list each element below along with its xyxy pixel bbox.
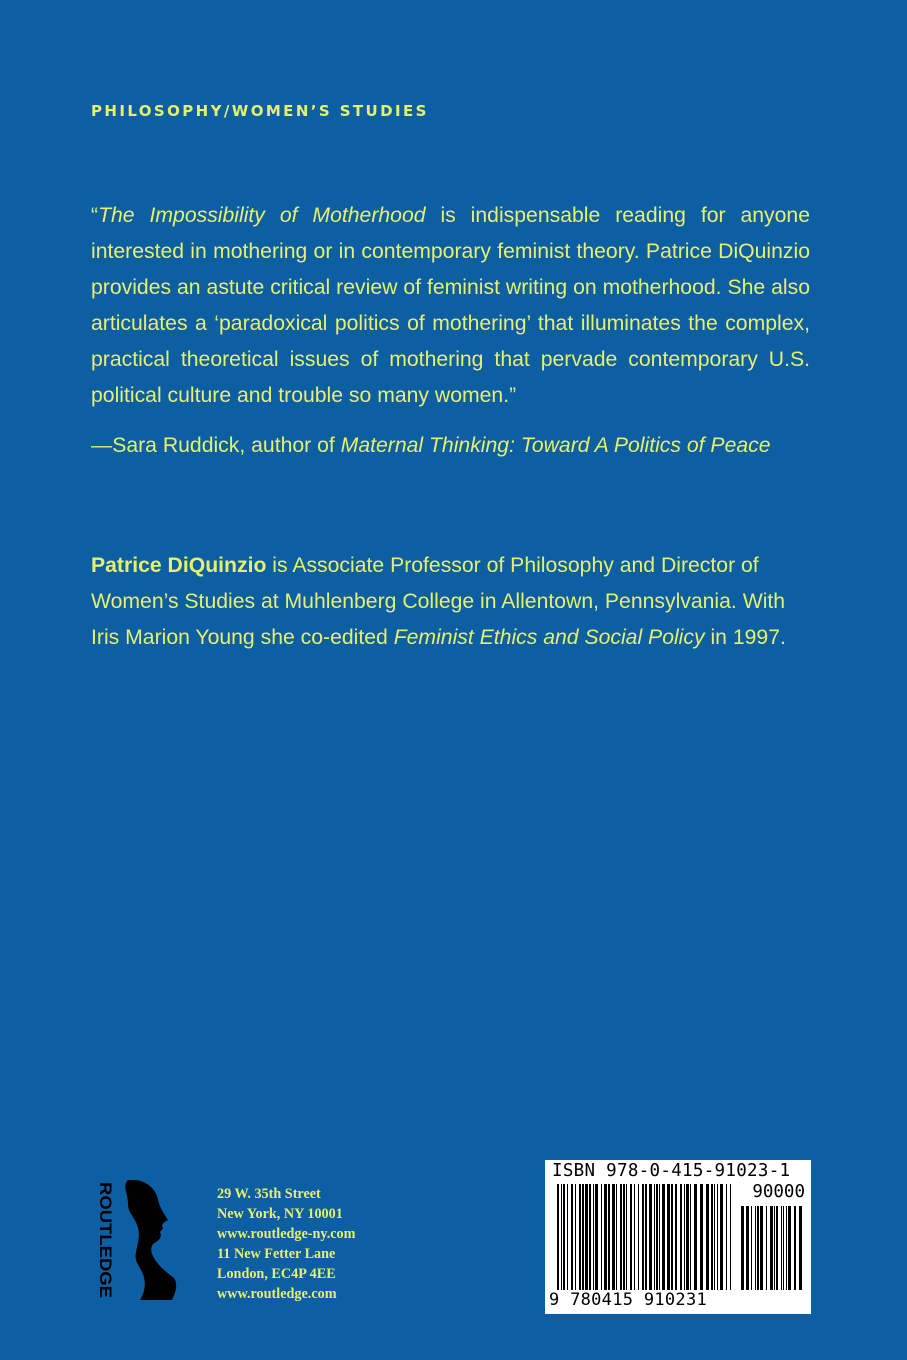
barcode-bar xyxy=(706,1184,709,1290)
barcode-bar xyxy=(686,1184,689,1290)
barcode-bar xyxy=(623,1184,625,1290)
barcode-bar xyxy=(645,1184,647,1290)
barcode-bar xyxy=(630,1184,632,1290)
barcode-bar xyxy=(582,1184,584,1290)
barcode-bar xyxy=(638,1184,639,1290)
barcode-bar xyxy=(755,1206,756,1290)
open-quote-mark: “ xyxy=(91,204,99,227)
publisher-address xyxy=(217,1184,355,1304)
logo-wordmark: ROUTLEDGE xyxy=(96,1182,115,1289)
barcode-bar xyxy=(659,1184,660,1290)
barcode-bar xyxy=(680,1184,682,1290)
barcode-bar xyxy=(675,1184,677,1290)
barcode-bar xyxy=(662,1184,665,1290)
barcode-bar xyxy=(656,1184,658,1290)
category-label: PHILOSOPHY/WOMEN’S STUDIES xyxy=(91,102,429,120)
barcode-bar xyxy=(589,1184,591,1290)
barcode-bar xyxy=(626,1184,627,1290)
isbn-label: ISBN 978-0-415-91023-1 xyxy=(552,1161,791,1181)
head-silhouette xyxy=(125,1180,176,1300)
barcode-bar xyxy=(642,1184,644,1290)
barcode-bar xyxy=(781,1206,782,1290)
barcode-bar xyxy=(616,1184,617,1290)
barcode-bar xyxy=(593,1184,594,1290)
website-link: www.routledge.com xyxy=(217,1286,337,1302)
address-line: New York, NY 10001 xyxy=(217,1206,343,1222)
barcode-bar xyxy=(571,1184,573,1290)
barcode-bar xyxy=(608,1184,610,1290)
barcode-bar xyxy=(575,1184,576,1290)
barcode-bar xyxy=(620,1184,622,1290)
barcode-bar xyxy=(794,1206,796,1290)
barcode-bar xyxy=(612,1184,615,1290)
barcode-bar xyxy=(741,1206,744,1290)
barcode-bar xyxy=(783,1206,784,1290)
barcode-bar xyxy=(634,1184,635,1290)
attribution-prefix: —Sara Ruddick, author of xyxy=(91,434,341,457)
barcode-bar xyxy=(671,1184,673,1290)
barcode-bar xyxy=(726,1184,727,1290)
barcode-bar xyxy=(757,1206,759,1290)
bio-text-2: in 1997. xyxy=(704,626,786,649)
barcode-bar xyxy=(579,1184,581,1290)
barcode-bar xyxy=(766,1206,767,1290)
barcode-bar xyxy=(690,1184,691,1290)
price-code: 90000 xyxy=(752,1182,805,1202)
barcode-bar xyxy=(714,1184,715,1290)
barcode-bar xyxy=(788,1206,791,1290)
barcode-bar xyxy=(567,1184,568,1290)
barcode-bar xyxy=(684,1184,685,1290)
routledge-logo xyxy=(94,1180,186,1300)
quote-attribution xyxy=(91,428,771,464)
barcode-bar xyxy=(563,1184,565,1290)
barcode-bar xyxy=(711,1184,713,1290)
routledge-logo-icon xyxy=(94,1180,186,1300)
barcode-bar xyxy=(774,1206,775,1290)
barcode-bar xyxy=(667,1184,670,1290)
ean-digits: 9 780415 910231 xyxy=(549,1290,708,1310)
bio-text-1: is Associate Professor of Philosophy and Director of Women’s Studies at Muhlenberg College in Allentown, Pennsylvania. With Iris Marion Young she co-edited xyxy=(91,554,786,649)
barcode-bar xyxy=(649,1184,652,1290)
bio-book-title: Feminist Ethics and Social Policy xyxy=(393,626,705,649)
book-title: The Impossibility of Motherhood xyxy=(98,204,426,227)
address-line: 11 New Fetter Lane xyxy=(217,1246,336,1262)
barcode-bar xyxy=(746,1206,749,1290)
author-name: Patrice DiQuinzio xyxy=(91,554,267,577)
barcode-bar xyxy=(730,1184,731,1290)
review-quote xyxy=(91,198,810,414)
barcode-bar xyxy=(595,1184,598,1290)
website-link: www.routledge-ny.com xyxy=(217,1226,356,1242)
barcode-bar xyxy=(557,1184,559,1290)
barcode-bar xyxy=(694,1184,697,1290)
address-line: 29 W. 35th Street xyxy=(217,1186,321,1202)
barcode-bar xyxy=(776,1206,778,1290)
barcode-bar xyxy=(561,1184,562,1290)
author-bio xyxy=(91,548,816,656)
barcode-bar xyxy=(770,1206,773,1290)
barcode-bar xyxy=(720,1184,723,1290)
barcode-bar xyxy=(601,1184,602,1290)
barcode-bar xyxy=(604,1184,607,1290)
quote-text: is indispensable reading for anyone interested in mothering or in contemporary feminist theory. Patrice DiQuinzio provides an astute critical review of feminist writing on motherhood. She also articulates a ‘paradoxical politics of mothering’ that illuminates the complex, practical theoretical issues of mothering that pervade contemporary U.S. political culture and trouble so many women.” xyxy=(91,204,810,407)
barcode-bar xyxy=(585,1184,588,1290)
barcode-bar xyxy=(786,1206,787,1290)
barcode-bar xyxy=(700,1184,703,1290)
barcode-panel xyxy=(545,1160,811,1314)
barcode-bar xyxy=(799,1206,802,1290)
barcode-bar xyxy=(717,1184,718,1290)
barcode-bar xyxy=(760,1206,763,1290)
barcode-bar xyxy=(654,1184,655,1290)
attribution-title: Maternal Thinking: Toward A Politics of Peace xyxy=(340,434,771,457)
address-line: London, EC4P 4EE xyxy=(217,1266,336,1282)
barcode-bar xyxy=(751,1206,752,1290)
